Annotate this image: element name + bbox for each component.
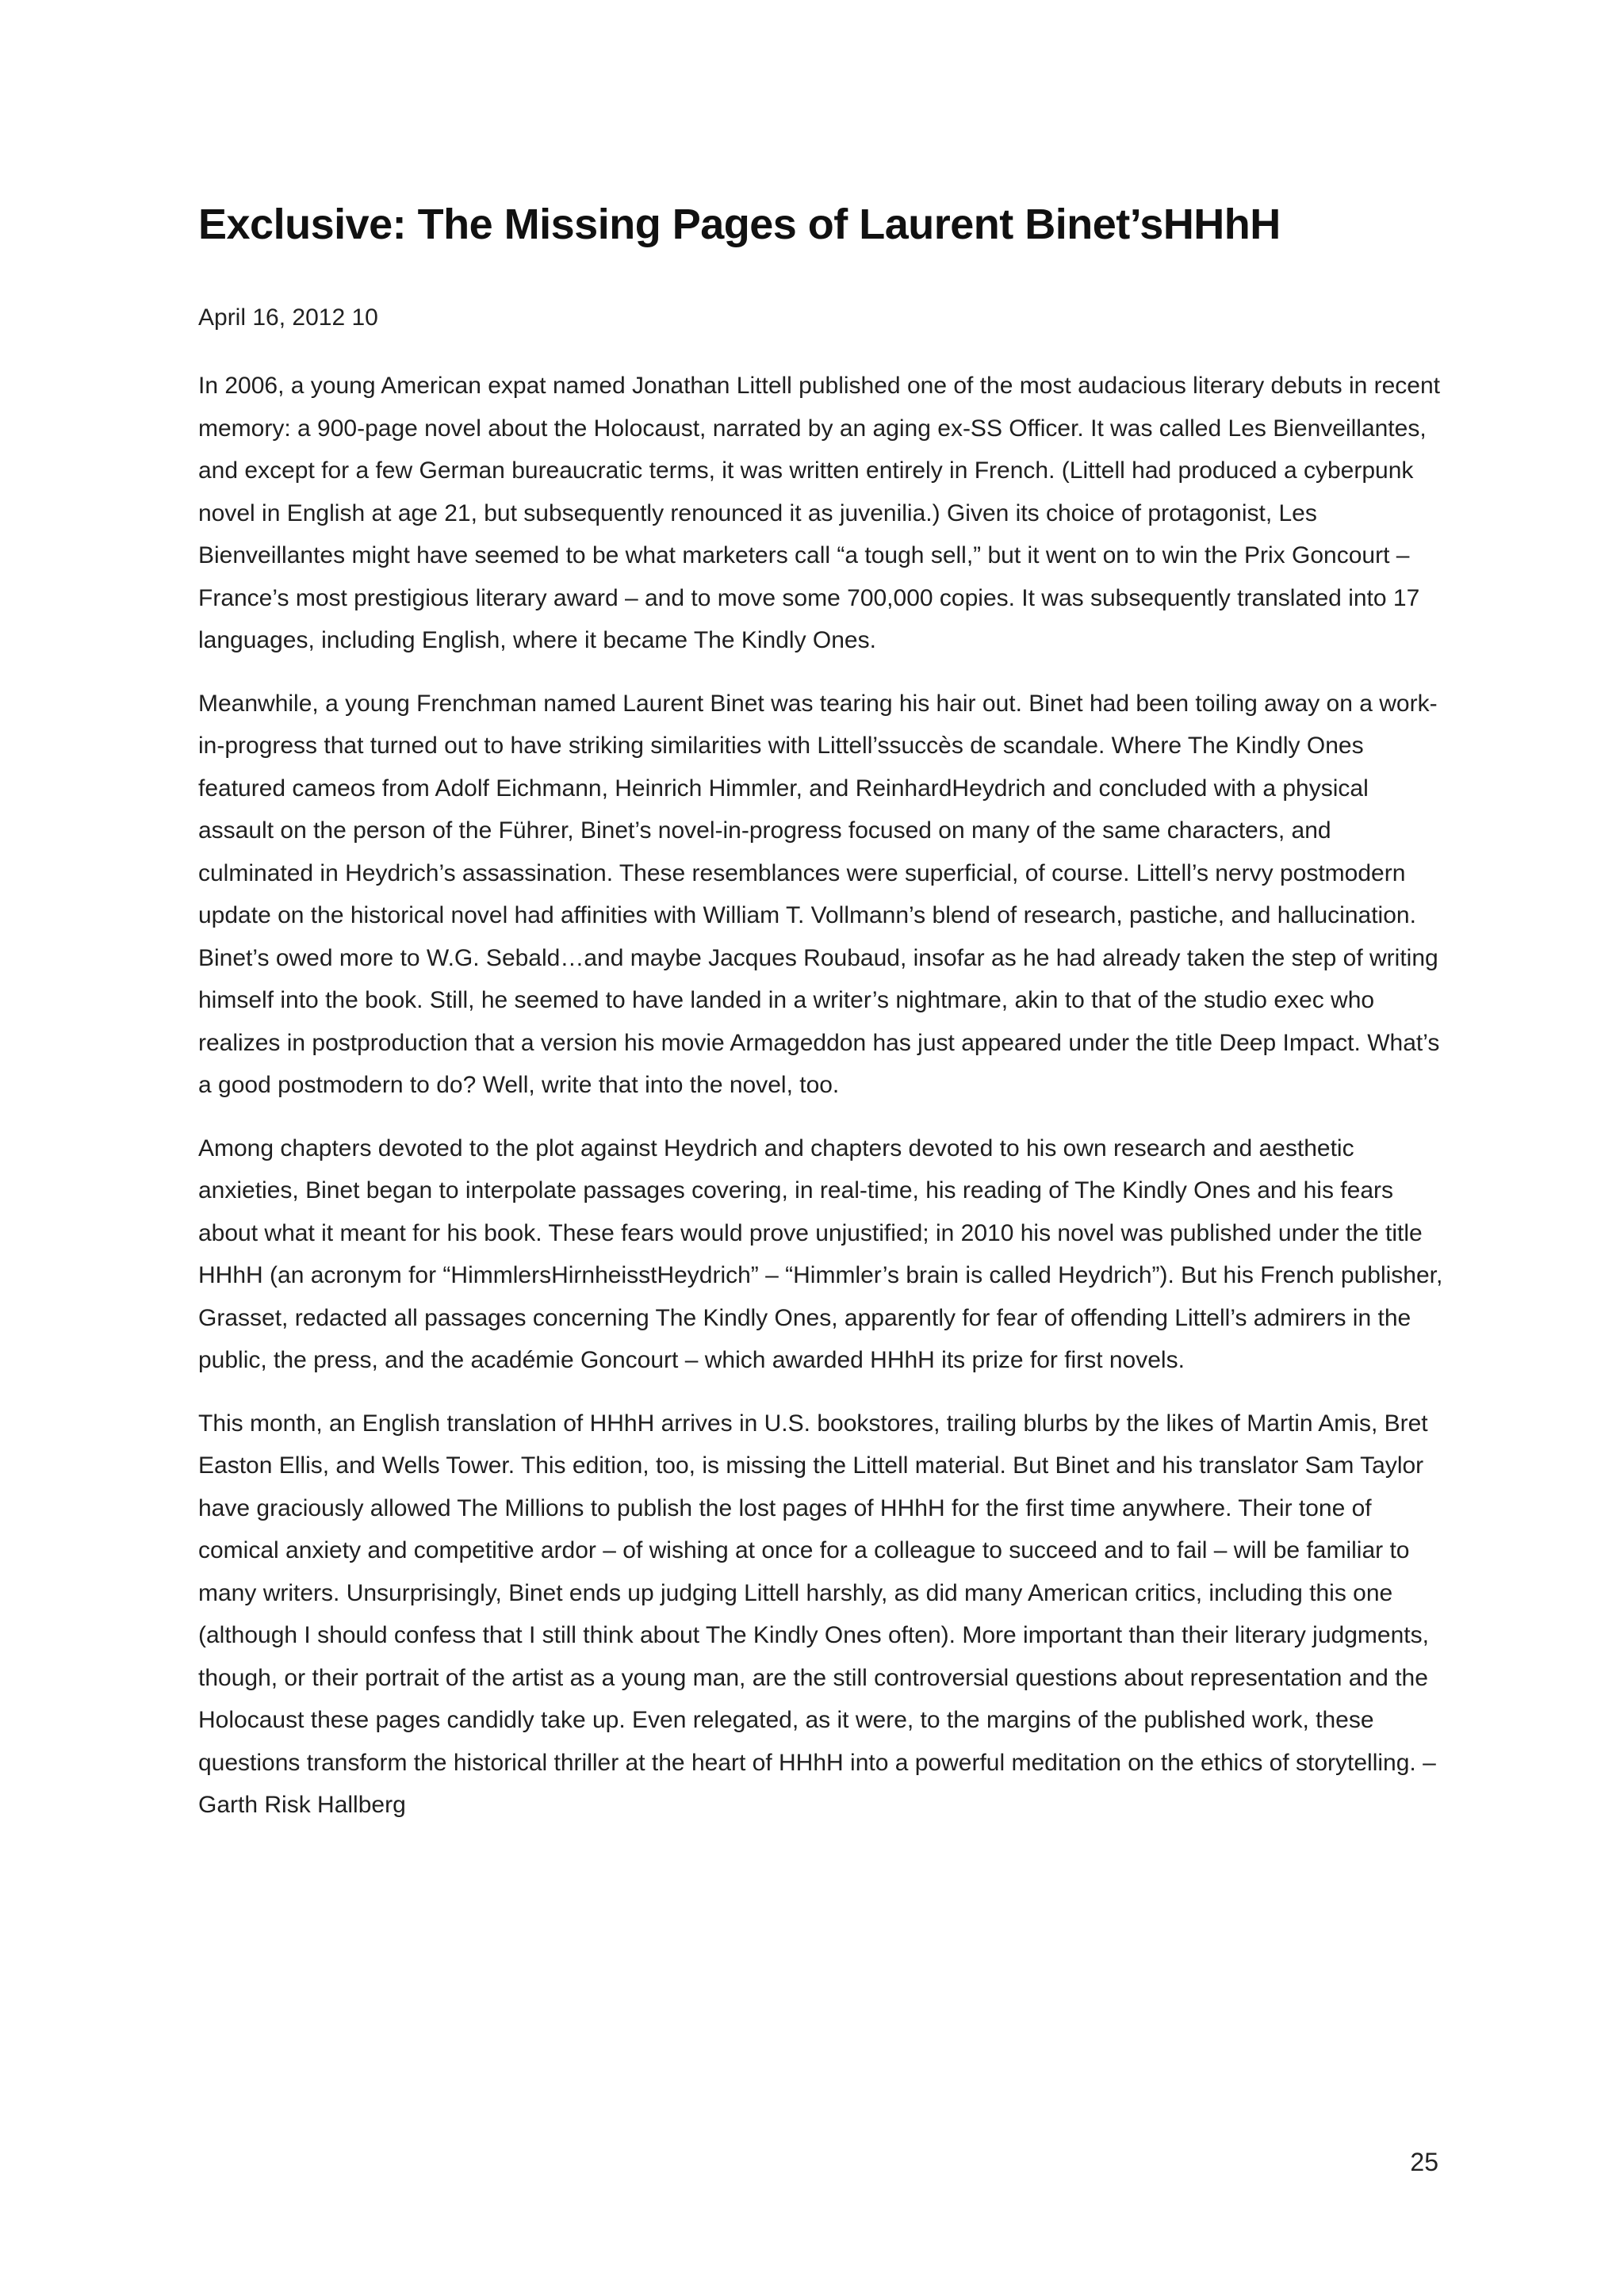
paragraph-4: This month, an English translation of HHhH arrives in U.S. bookstores, trailing blurbs by the likes of Martin Amis, Bret Easton Ellis, and Wells Tower. This edition, too, is missing the Littell material. But Binet and his translator Sam Taylor have graciously allowed The Millions to publish the lost pages of HHhH for the first time anywhere. Their tone of comical anxiety and competitive ardor – of wishing at once for a colleague to succeed and to fail – will be familiar to many writers. Unsurprisingly, Binet ends up judging Littell harshly, as did many American critics, including this one (although I should confess that I still think about The Kindly Ones often). More important than their literary judgments, though, or their portrait of the artist as a young man, are the still controversial questions about representation and the Holocaust these pages candidly take up. Even relegated, as it were, to the margins of the published work, these questions transform the historical thriller at the heart of HHhH into a powerful meditation on the ethics of storytelling. – Garth Risk Hallberg — [198, 1410, 1436, 1818]
article — [198, 193, 1443, 1847]
page-number: 25 — [1410, 2148, 1438, 2176]
article-body — [198, 365, 1443, 1827]
paragraph-1: In 2006, a young American expat named Jonathan Littell published one of the most audacious literary debuts in recent memory: a 900-page novel about the Holocaust, narrated by an aging ex-SS Officer. It was called Les Bienveillantes, and except for a few German bureaucratic terms, it was written entirely in French. (Littell had produced a cyberpunk novel in English at age 21, but subsequently renounced it as juvenilia.) Given its choice of protagonist, Les Bienveillantes might have seemed to be what marketers call “a tough sell,” but it went on to win the Prix Goncourt – France’s most prestigious literary award – and to move some 700,000 copies. It was subsequently translated into 17 languages, including English, where it became The Kindly Ones. — [198, 373, 1441, 653]
article-title: Exclusive: The Missing Pages of Laurent Binet’sHHhH — [198, 201, 1281, 248]
article-date: April 16, 2012 10 — [198, 304, 378, 331]
paragraph-3: Among chapters devoted to the plot against Heydrich and chapters devoted to his own research and aesthetic anxieties, Binet began to interpolate passages covering, in real-time, his reading of The Kindly Ones and his fears about what it meant for his book. These fears would prove unjustified; in 2010 his novel was published under the title HHhH (an acronym for “HimmlersHirnheisstHeydrich” – “Himmler’s brain is called Heydrich”). But his French publisher, Grasset, redacted all passages concerning The Kindly Ones, apparently for fear of offending Littell’s admirers in the public, the press, and the académie Goncourt – which awarded HHhH its prize for first novels. — [198, 1135, 1443, 1373]
paragraph-2: Meanwhile, a young Frenchman named Laurent Binet was tearing his hair out. Binet had been toiling away on a work-in-progress that turned out to have striking similarities with Littell’ssuccès de scandale. Where The Kindly Ones featured cameos from Adolf Eichmann, Heinrich Himmler, and ReinhardHeydrich and concluded with a physical assault on the person of the Führer, Binet’s novel-in-progress focused on many of the same characters, and culminated in Heydrich’s assassination. These resemblances were superficial, of course. Littell’s nervy postmodern update on the historical novel had affinities with William T. Vollmann’s blend of research, pastiche, and hallucination. Binet’s owed more to W.G. Sebald…and maybe Jacques Roubaud, insofar as he had already taken the step of writing himself into the book. Still, he seemed to have landed in a writer’s nightmare, akin to that of the studio exec who realizes in postproduction that a version his movie Armageddon has just appeared under the title Deep Impact. What’s a good postmodern to do? Well, write that into the novel, too. — [198, 690, 1440, 1098]
